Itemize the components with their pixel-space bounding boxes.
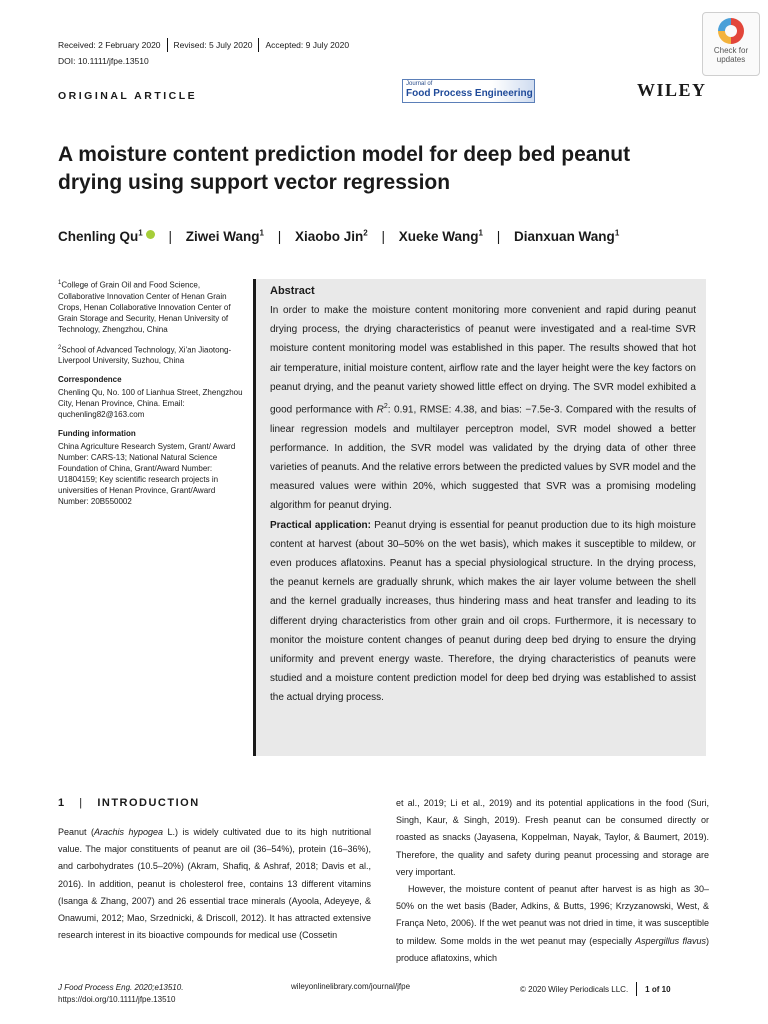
journal-logo-name: Food Process Engineering — [406, 88, 533, 99]
doi-link[interactable]: https://doi.org/10.1111/jfpe.13510 — [58, 995, 176, 1004]
author[interactable]: Ziwei Wang$^1$ — [185, 228, 264, 244]
doi[interactable]: DOI: 10.1111/jfpe.13510 — [58, 56, 149, 66]
author[interactable]: Xueke Wang$^1$ — [398, 228, 483, 244]
author-separator: | — [496, 228, 501, 244]
check-for-updates-badge[interactable] — [702, 12, 760, 76]
divider — [258, 38, 259, 52]
check-for-updates-text: Check for updates — [713, 46, 749, 64]
received-date: Received: 2 February 2020 — [58, 40, 161, 50]
divider — [636, 982, 637, 996]
intro-column-left — [58, 824, 371, 944]
journal-site-link[interactable]: wileyonlinelibrary.com/journal/jfpe — [291, 982, 411, 991]
author-info-column — [58, 278, 243, 515]
author-separator: | — [381, 228, 385, 244]
orcid-icon[interactable] — [146, 230, 155, 239]
funding-information: Funding information China Agriculture Research System, Grant/ Award Number: CARS-13; National Natural Science Foundation of China, Grant/Award Number: U1804159; Key scientific research projects in universities of Henan Province, Grant/Award Number: 20B550002 — [58, 429, 236, 507]
author[interactable]: Xiaobo Jin$^2$ — [295, 228, 368, 244]
crossmark-icon — [718, 18, 744, 44]
journal-logo[interactable] — [402, 79, 535, 103]
footer-right — [520, 982, 671, 996]
intro-column-right — [396, 795, 709, 967]
footer-citation — [58, 982, 183, 1006]
practical-application: Practical application: Peanut drying is essential for peanut production due to its high moisture content at harvest (about 30–50% on the wet basis), which makes it susceptible to mildew, or even produces aflatoxins. Peanut has a special physiological structure. In the drying process, the peanut kernels are gradually shrunk, which makes the air layer volume between the shell and the kernel gradually increases, thus hindering mass and heat transfer and leading to its different drying characteristics from other grain and oil crops. Furthermore, it is necessary to monitor the moisture content changes of peanut during deep bed drying to ensure the drying uniformity and prevent energy waste. Therefore, the drying characteristics of peanuts were studied and a moisture content prediction model for deep bed drying was established to assist the actual drying process. — [270, 519, 696, 704]
publisher-logo[interactable]: WILEY — [637, 80, 707, 100]
paragraph: However, the moisture content of peanut after harvest is as high as 30–50% on the wet basis (Bader, Adkins, & Butts, 1996; Krzyzanowski, West, & França Neto, 2006). If the wet peanut was not dried in time, it was susceptible to mildew. Some molds in the wet peanut may (especially Aspergillus flavus) produce aflatoxins, which — [396, 884, 710, 963]
article-type: ORIGINAL ARTICLE — [58, 90, 198, 102]
abstract-text: In order to make the moisture content monitoring more convenient and rapid during peanut drying process, the drying characteristics of peanut were investigated and a real-time SVR moisture content monitoring model was established in this paper. The results showed that hot air temperature, initial moisture content, airflow rate and the layer height were the key factors on peanut drying, and the peanut variety showed little effect on drying. The SVR model exhibited a good performance with $R^2$: 0.91, RMSE: 4.38, and bias: −7.5e-3. Compared with the results of linear regression models and multilayer perceptron model, SVR model showed a better performance. In addition, the SVR model was validated by the drying data of other three varieties of peanuts. And the relative errors between the predicted values by SVR model and the measured values were within 20%, which suggested that SVR was a promising modeling algorithm for peanut drying. — [270, 305, 696, 512]
section-heading: 1 | INTRODUCTION — [58, 797, 200, 809]
article-dates — [58, 38, 349, 52]
author-separator: | — [277, 228, 282, 244]
journal-citation: J Food Process Eng. 2020;e13510. — [58, 983, 184, 992]
author-separator: | — [168, 228, 172, 244]
divider — [167, 38, 168, 52]
abstract-box — [253, 279, 706, 756]
affiliation: $^1$College of Grain Oil and Food Science, Collaborative Innovation Center of Henan Grain Crops, Henan Collaborative Innovation Center of Grain Storage and Security, Henan University of Technology, Zhengzhou, China — [58, 280, 231, 334]
correspondence: Correspondence Chenling Qu, No. 100 of Lianhua Street, Zhengzhou City, Henan Province, China. Email: quchenling82@163.com — [58, 375, 243, 420]
accepted-date: Accepted: 9 July 2020 — [265, 40, 350, 50]
article-title: A moisture content prediction model for deep bed peanut drying using support vector regression — [58, 143, 631, 194]
affiliation: $^2$School of Advanced Technology, Xi'an Jiaotong-Liverpool University, Suzhou, China — [58, 344, 232, 366]
abstract-heading: Abstract — [270, 285, 315, 297]
page-number: 1 of 10 — [645, 984, 671, 994]
revised-date: Revised: 5 July 2020 — [173, 40, 253, 50]
author-list — [58, 228, 619, 244]
author[interactable]: Chenling Qu$^1$ — [58, 228, 143, 244]
paragraph: Peanut (Arachis hypogea L.) is widely cultivated due to its high nutritional value. The major constituents of peanut are oil (36–54%), protein (16–36%), and carbohydrates (10.5–20%) (Akram, Shafiq, & Ashraf, 2018; Davis et al., 2016). In addition, peanut is cholesterol free, contains 13 different vitamins (Isanga & Zhang, 2007) and 26 essential trace minerals (Ayoola, Adeyeye, & Onawumi, 2012; Mao, Srzednicki, & Driscoll, 2012). It has attracted extensive research interest in its bioactive compounds for medical use (Cossetin — [58, 827, 371, 941]
copyright: © 2020 Wiley Periodicals LLC. — [520, 984, 629, 994]
author[interactable]: Dianxuan Wang$^1$ — [514, 228, 620, 244]
paragraph: et al., 2019; Li et al., 2019) and its potential applications in the food (Suri, Singh, Kaur, & Singh, 2019). Fresh peanut can be consumed directly or roasted as snacks (Jayasena, Koppelman, Nayak, Taylor, & Baumert, 2019). Therefore, the quality and safety during peanut processing and storage are very important. — [396, 798, 709, 877]
journal-logo-prefix: Journal of — [406, 81, 433, 87]
